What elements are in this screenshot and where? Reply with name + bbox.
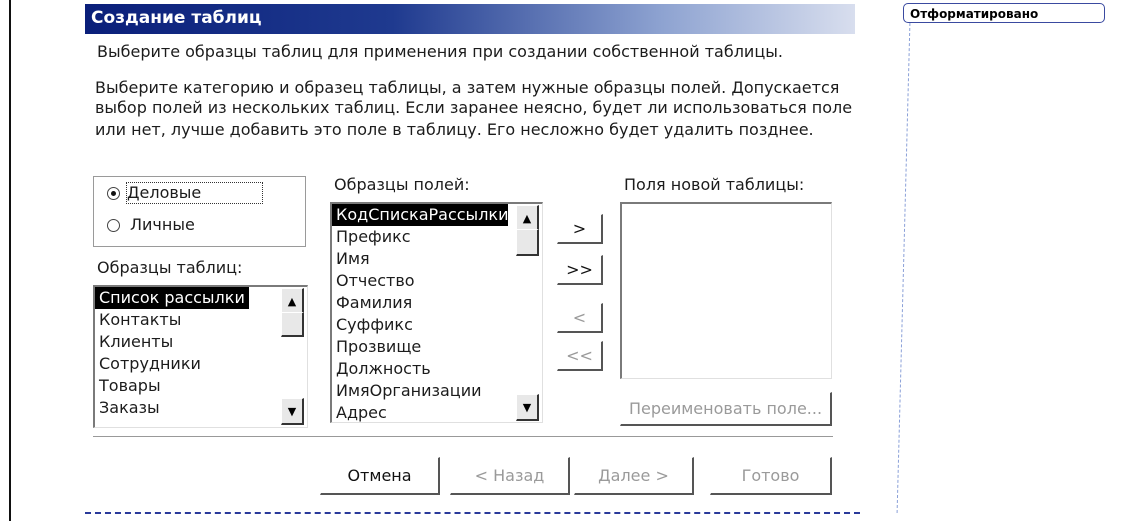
dialog-desc-line-2: выбор полей из нескольких таблиц. Если заранее неясно, будет ли использоваться поле <box>95 98 853 117</box>
remove-field-button[interactable]: < <box>557 303 603 333</box>
annotation-connector <box>897 23 911 513</box>
sample-fields-label: Образцы полей: <box>334 175 470 194</box>
sample-field-item[interactable]: Префикс <box>336 227 411 246</box>
sample-tables-label: Образцы таблиц: <box>97 258 243 277</box>
sample-field-item[interactable]: КодСпискаРассылки <box>332 204 508 226</box>
sample-field-item[interactable]: Отчество <box>336 271 415 290</box>
remove-all-fields-button[interactable]: << <box>557 341 603 371</box>
sample-field-item[interactable]: Имя <box>336 249 370 268</box>
radio-personal[interactable] <box>107 219 120 232</box>
sample-tables-list[interactable] <box>93 285 308 428</box>
scroll-thumb[interactable] <box>281 312 304 337</box>
finish-button[interactable]: Готово <box>710 457 832 495</box>
scroll-thumb[interactable] <box>516 229 539 256</box>
sample-table-item[interactable]: Контакты <box>99 310 182 329</box>
sample-field-item[interactable]: Суффикс <box>336 315 413 334</box>
footer-separator <box>93 436 833 438</box>
scroll-up-icon[interactable]: ▲ <box>516 205 539 232</box>
dialog-intro: Выберите образцы таблиц для применения при создании собственной таблицы. <box>97 42 783 61</box>
left-margin-line <box>9 0 11 521</box>
next-button[interactable]: Далее > <box>574 457 694 495</box>
back-button[interactable]: < Назад <box>450 457 570 495</box>
scroll-down-icon[interactable]: ▼ <box>281 398 304 425</box>
sample-table-item[interactable]: Список рассылки <box>95 287 249 309</box>
sample-table-item[interactable]: Сотрудники <box>99 354 201 373</box>
dialog-title: Создание таблиц <box>91 8 262 28</box>
dialog-desc-line-3: или нет, лучше добавить это поле в таблицу. Его несложно будет удалить позднее. <box>95 120 814 139</box>
sample-field-item[interactable]: Должность <box>336 359 431 378</box>
add-field-button[interactable]: > <box>557 214 603 244</box>
formatted-annotation: Отформатировано <box>903 3 1105 23</box>
sample-field-item[interactable]: Адрес <box>336 403 387 422</box>
dialog-desc-line-1: Выберите категорию и образец таблицы, а затем нужные образцы полей. Допускается <box>95 78 840 97</box>
rename-field-button[interactable]: Переименовать поле... <box>620 392 832 426</box>
sample-table-item[interactable]: Клиенты <box>99 332 174 351</box>
sample-table-item[interactable]: Заказы <box>99 398 160 417</box>
sample-field-item[interactable]: Прозвище <box>336 337 422 356</box>
dialog-titlebar <box>85 4 855 34</box>
radio-business-label[interactable]: Деловые <box>126 182 263 204</box>
sample-field-item[interactable]: ИмяОрганизации <box>336 381 482 400</box>
radio-personal-label[interactable]: Личные <box>130 215 195 234</box>
new-table-fields-list[interactable] <box>620 202 832 379</box>
new-fields-label: Поля новой таблицы: <box>624 175 805 194</box>
sample-table-item[interactable]: Товары <box>99 376 161 395</box>
add-all-fields-button[interactable]: >> <box>557 255 603 285</box>
cancel-button[interactable]: Отмена <box>320 457 440 495</box>
scroll-up-icon[interactable]: ▲ <box>281 288 304 315</box>
sample-field-item[interactable]: Фамилия <box>336 293 413 312</box>
radio-business[interactable] <box>107 187 120 200</box>
sample-fields-list[interactable] <box>330 202 543 423</box>
scroll-down-icon[interactable]: ▼ <box>516 394 539 421</box>
annotation-underline <box>85 512 860 514</box>
